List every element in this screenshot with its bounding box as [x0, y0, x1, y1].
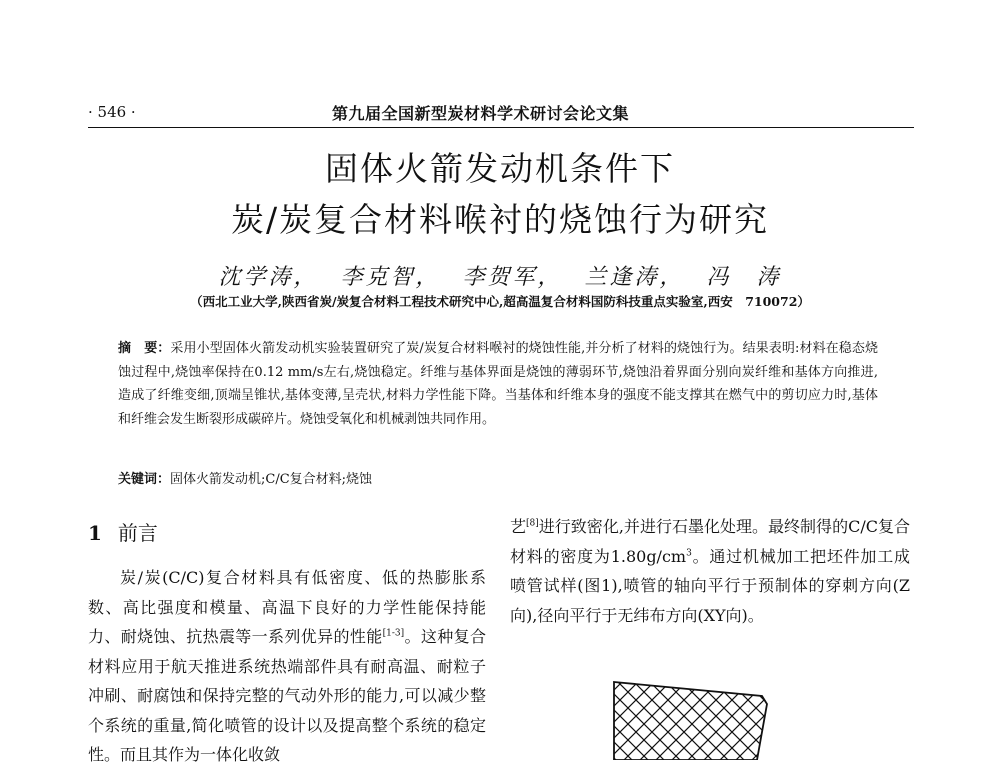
- citation-1-3: [1-3]: [382, 628, 405, 639]
- left-column: [88, 563, 486, 770]
- method-paragraph: [510, 512, 910, 630]
- abstract-text: 采用小型固体火箭发动机实验装置研究了炭/炭复合材料喉衬的烧蚀性能,并分析了材料的烧蚀行为。结果表明:材料在稳态烧蚀过程中,烧蚀率保持在0.12 mm/s左右,烧蚀稳定。纤维与基体界面是烧蚀的薄弱环节,烧蚀沿着界面分别向炭纤维和基体方向推进,造成了纤维变细,顶端呈锥状,基体变薄,呈壳状,材料力学性能下降。当基体和纤维本身的强度不能支撑其在燃气中的剪切应力时,基体和纤维会发生断裂形成碳碎片。烧蚀受氧化和机械剥蚀共同作用。: [118, 341, 878, 427]
- section-title: 前言: [117, 521, 158, 545]
- section-heading: [88, 517, 158, 546]
- method-text-b: 进行致密化,并进行石墨化处理。最终制得的C/C复合材料的密度为1.80g/cm: [510, 517, 910, 566]
- author-list: [0, 260, 1000, 291]
- header-rule: [88, 127, 914, 128]
- method-text-a: 艺: [510, 517, 527, 536]
- running-title: 第九届全国新型炭材料学术研讨会论文集: [332, 104, 630, 123]
- keywords-text: 固体火箭发动机;C/C复合材料;烧蚀: [170, 472, 373, 487]
- paper-title-line-2: 炭/炭复合材料喉衬的烧蚀行为研究: [230, 200, 770, 239]
- abstract-label: 摘 要：: [118, 341, 171, 356]
- nozzle-figure: [612, 676, 782, 764]
- citation-8: [8]: [526, 518, 539, 529]
- author-2: 李克智，: [340, 265, 441, 290]
- author-4: 兰逢涛，: [584, 265, 685, 290]
- author-5: 冯 涛: [706, 265, 782, 290]
- right-column: [510, 512, 910, 630]
- paper-title-line-1: 固体火箭发动机条件下: [325, 149, 675, 188]
- intro-paragraph: [88, 563, 486, 770]
- nozzle-specimen-drawing: [612, 676, 782, 760]
- keywords-label: 关键词：: [118, 472, 171, 487]
- page-number: · 546 ·: [88, 103, 136, 121]
- density-unit-exponent: 3: [686, 548, 692, 559]
- section-number: 1: [88, 521, 102, 545]
- author-3: 李贺军，: [462, 265, 563, 290]
- intro-text-b: 。这种复合材料应用于航天推进系统热端部件具有耐高温、耐粒子冲刷、耐腐蚀和保持完整的气动外形的能力,可以减少整个系统的重量,简化喷管的设计以及提高整个系统的稳定性。而且其作为一体化收敛: [88, 627, 486, 764]
- author-1: 沈学涛，: [218, 265, 319, 290]
- abstract: [118, 337, 878, 431]
- intro-text-a: 炭/炭(C/C)复合材料具有低密度、低的热膨胀系数、高比强度和模量、高温下良好的力学性能保持能力、耐烧蚀、抗热震等一系列优异的性能: [88, 568, 486, 646]
- nozzle-wall-section: [614, 682, 767, 760]
- keywords: [118, 468, 878, 487]
- affiliation: （西北工业大学,陕西省炭/炭复合材料工程技术研究中心,超高温复合材料国防科技重点实验室,西安 710072）: [190, 294, 810, 309]
- method-text-c: 。通过机械加工把坯件加工成喷管试样(图1),喷管的轴向平行于预制体的穿刺方向(Z向),径向平行于无纬布方向(XY向)。: [510, 546, 910, 625]
